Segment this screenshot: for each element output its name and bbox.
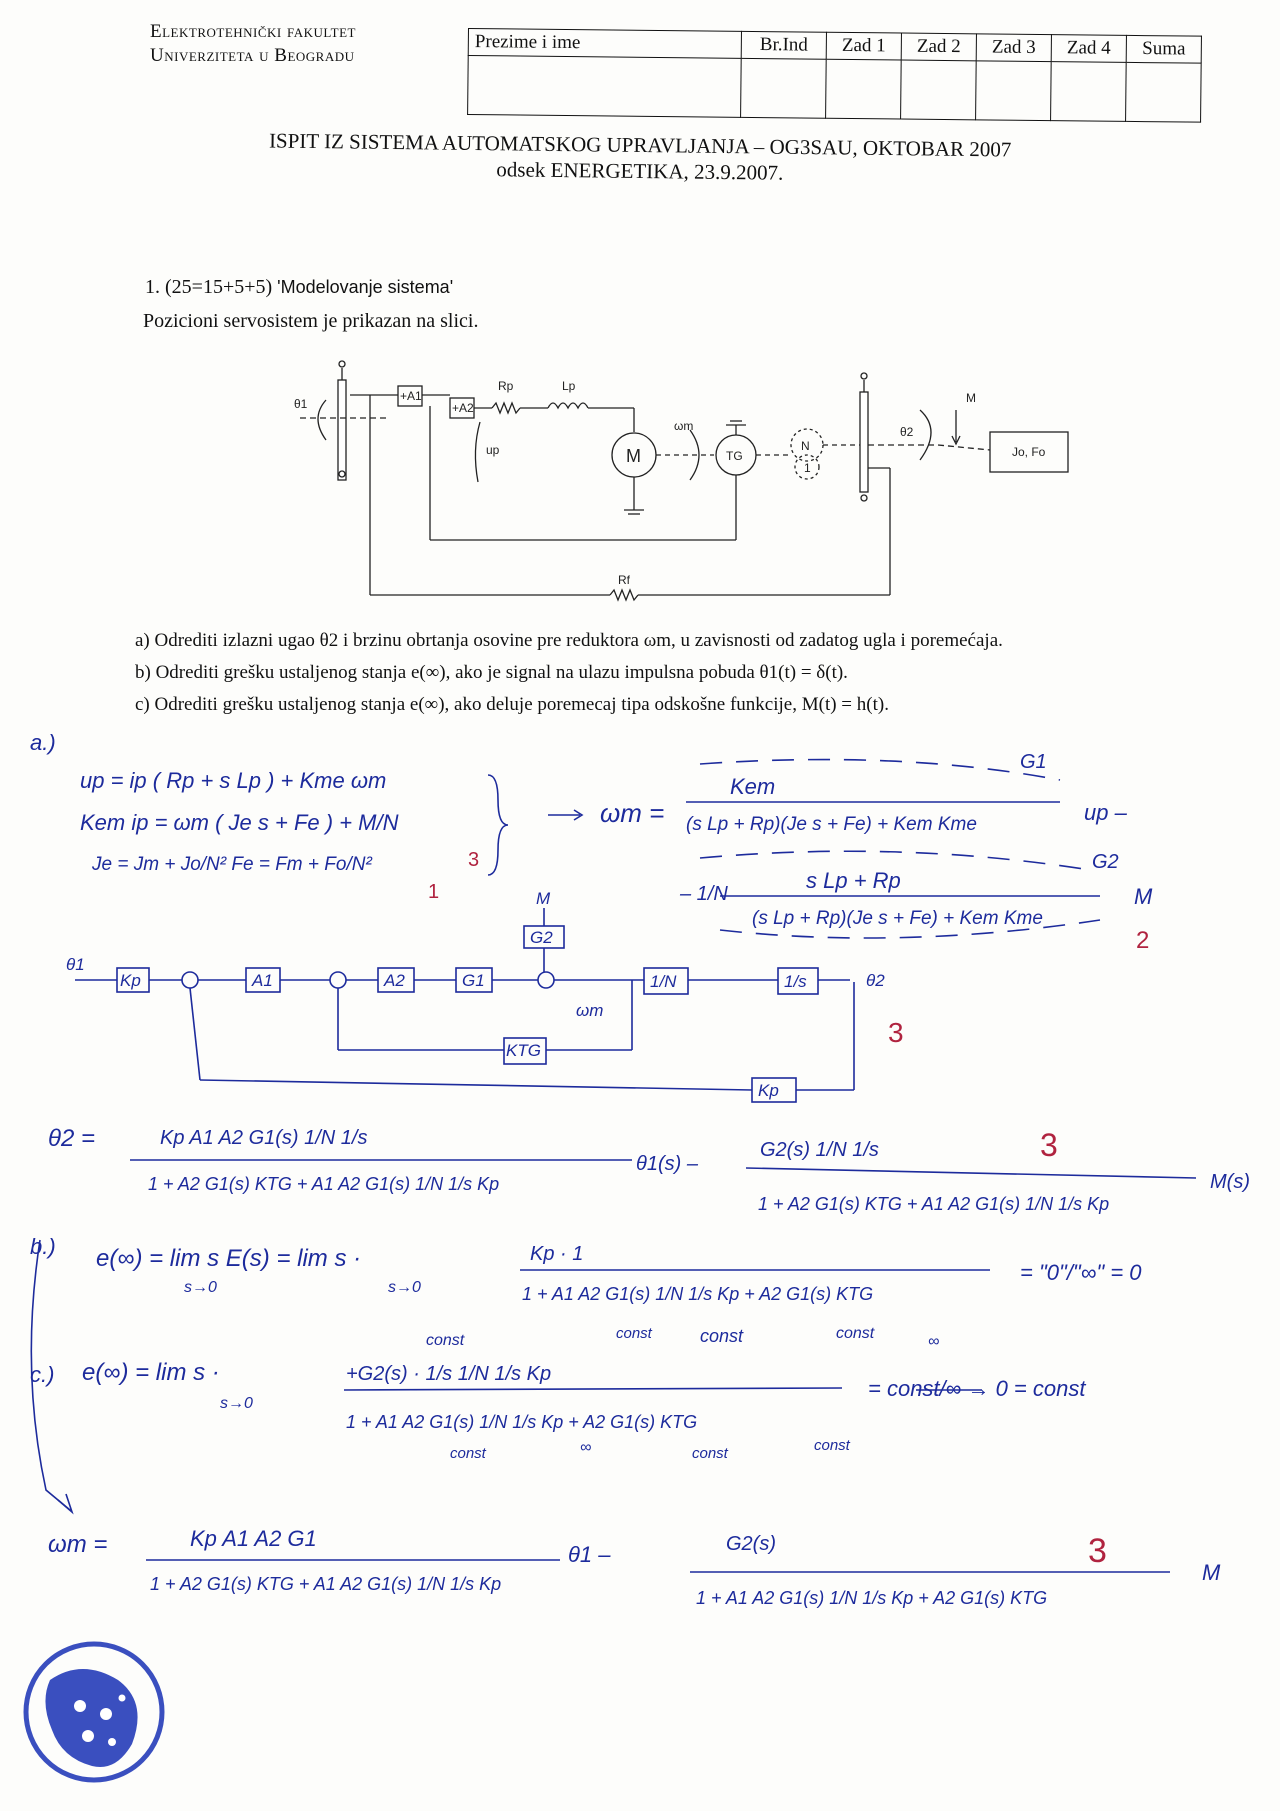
hw-b-lhs: e(∞) = lim s E(s) = lim s · [96,1245,362,1272]
score-2: 2 [1136,927,1150,954]
hw-wm2-mid: θ1 – [568,1542,611,1567]
hw-eq2: Kem ip = ωm ( Je s + Fe ) + M/N [80,810,399,835]
th-zad1: Zad 1 [826,32,901,60]
th-zad2: Zad 2 [901,33,976,61]
cell-name [468,56,742,118]
hw-block-g1: G1 [462,971,485,990]
score-1: 1 [428,881,440,903]
hw-block-g2: G2 [530,928,553,947]
cell-index [741,58,827,118]
servo-circuit-diagram [280,350,1080,610]
label-theta1: θ1 [294,397,308,411]
label-one: 1 [804,461,811,475]
hw-wm2-tail: M [1202,1560,1221,1585]
label-rf: Rf [618,573,630,587]
label-up: up [486,443,500,457]
label-m: M [966,391,976,405]
score-3-c: 3 [1040,1127,1058,1163]
hw-theta2-num1: Kp A1 A2 G1(s) 1/N 1/s [160,1127,368,1149]
score-3-d: 3 [1088,1532,1107,1570]
hw-c-lhs: e(∞) = lim s · [82,1359,220,1386]
label-a1: +A1 [400,389,422,403]
label-omega-m: ωm [674,419,694,433]
th-suma: Suma [1126,35,1201,63]
label-n: N [801,439,810,453]
hw-g2-den: (s Lp + Rp)(Je s + Fe) + Kem Kme [752,908,1043,929]
hw-c-sub: s→0 [220,1395,253,1412]
score-3-b: 3 [888,1017,904,1048]
cell-zad4 [1051,62,1127,122]
hw-g2-prefix: – 1/N [680,883,728,905]
hw-g1-num: Kem [730,774,776,799]
hw-g1-den: (s Lp + Rp)(Je s + Fe) + Kem Kme [686,814,977,835]
hw-b-result: = "0"/"∞" = 0 [1020,1260,1142,1285]
hw-part-b-label: b.) [30,1234,56,1259]
theta1-arrow [318,400,326,440]
problem-number: 1. (25=15+5+5) [145,276,273,298]
hw-g2-num: s Lp + Rp [806,868,901,893]
hw-part-c-label: c.) [30,1362,55,1387]
institution [150,20,356,68]
label-tg: TG [726,449,743,463]
hw-c-den: 1 + A1 A2 G1(s) 1/N 1/s Kp + A2 G1(s) KTG [346,1412,698,1432]
sum-node-2 [330,972,346,988]
hw-block-invn: 1/N [650,972,677,991]
hw-wm2-den1: 1 + A2 G1(s) KTG + A1 A2 G1(s) 1/N 1/s Kp [150,1574,502,1594]
hw-block-m: M [536,889,551,908]
inductor-lp [548,403,588,408]
cell-zad1 [826,59,902,119]
hw-c-num-note: const [426,1332,465,1349]
question-c: c) Odrediti grešku ustaljenog stanja e(∞), ako deluje poremecaj tipa odskošne funkcije, M(t) = h(t). [135,694,889,715]
question-b: b) Odrediti grešku ustaljenog stanja e(∞), ako je signal na ulazu impulsna pobuda θ1(t) = δ(t). [135,662,848,683]
hw-c-note-2: ∞ [580,1439,592,1456]
hw-block-kp: Kp [120,971,141,990]
pot-terminal-top [339,361,345,367]
cell-zad3 [976,61,1052,121]
th-zad3: Zad 3 [976,34,1051,62]
hw-g1-tail: up – [1084,800,1127,825]
problem-intro: Pozicioni servosistem je prikazan na slici. [143,310,479,332]
watermark-logo [22,1640,167,1785]
hw-wm2-den2: 1 + A1 A2 G1(s) 1/N 1/s Kp + A2 G1(s) KTG [696,1588,1048,1608]
sum-node-1 [182,972,198,988]
hw-c-note-1: const [450,1445,486,1462]
hw-theta2-tail: M(s) [1210,1171,1250,1193]
hw-wm-lhs: ωm = [600,798,665,828]
label-a2: +A2 [452,401,474,415]
hw-block-ktg: KTG [506,1041,541,1060]
hw-theta2-lhs: θ2 = [48,1125,96,1152]
student-info-table [467,28,1202,123]
hw-b-note-1: const [616,1325,652,1342]
hw-c-note-3: const [692,1445,728,1462]
hw-block-invs: 1/s [784,972,807,991]
hw-b-sub1: s→0 [184,1279,217,1296]
system-brace [488,775,508,875]
sum-node-3 [538,972,554,988]
hw-eq1: up = ip ( Rp + s Lp ) + Kme ωm [80,768,387,793]
hw-wm2-num2: G2(s) [726,1533,776,1555]
hw-theta2-den2: 1 + A2 G1(s) KTG + A1 A2 G1(s) 1/N 1/s Kp [758,1194,1110,1214]
hw-b-note-2: const [700,1326,744,1346]
hw-wm2-lhs: ωm = [48,1531,108,1558]
label-rp: Rp [498,379,514,393]
hw-b-note-4: ∞ [928,1333,940,1350]
hw-wm2-num1: Kp A1 A2 G1 [190,1526,317,1551]
exam-title [0,124,1280,192]
output-potentiometer [860,392,868,492]
resistor-rf [610,590,638,600]
hw-c-note-4: const [814,1437,850,1454]
hw-b-sub2: s→0 [388,1279,421,1296]
th-zad4: Zad 4 [1051,35,1126,63]
th-index: Br.Ind [741,31,826,59]
hw-b-den: 1 + A1 A2 G1(s) 1/N 1/s Kp + A2 G1(s) KTG [522,1284,874,1304]
hw-block-a2: A2 [384,971,405,990]
hw-b-num: Kp · 1 [530,1243,584,1265]
exam-title-line-2: odsek ENERGETIKA, 23.9.2007. [496,157,784,185]
hw-block-theta1: θ1 [66,955,85,974]
hw-c-result: = const/∞ → 0 = const [868,1376,1086,1401]
problem-heading [145,276,453,299]
hw-g2-tail: M [1134,884,1153,909]
hw-block-wm: ωm [576,1001,604,1020]
cell-zad2 [901,60,977,120]
label-theta2: θ2 [900,425,914,439]
institution-line-1: Elektrotehnički fakultet [150,21,357,42]
hw-c-num: +G2(s) · 1/s 1/N 1/s Kp [346,1363,552,1385]
theta2-arrow [920,410,931,460]
cell-suma [1126,62,1202,122]
question-a: a) Odrediti izlazni ugao θ2 i brzinu obrtanja osovine pre reduktora ωm, u zavisnosti od zadatog ugla i poremećaja. [135,630,1003,651]
label-lp: Lp [562,379,576,393]
exam-title-line-1: ISPIT IZ SISTEMA AUTOMATSKOG UPRAVLJANJA – OG3SAU, OKTOBAR 2007 [268,128,1012,162]
score-3-a: 3 [468,849,480,871]
hw-eq3: Je = Jm + Jo/N² Fe = Fm + Fo/N² [92,854,372,875]
th-name: Prezime i ime [468,29,741,59]
label-motor: M [626,446,641,466]
hw-block-theta2: θ2 [866,971,885,990]
institution-line-2: Univerziteta u Beogradu [150,45,355,66]
hw-block-a1: A1 [252,971,273,990]
problem-name: 'Modelovanje sistema' [277,277,454,297]
up-arrow [475,422,480,482]
hw-g2-label: G2 [1092,851,1119,873]
hw-theta2-mid: θ1(s) – [636,1153,698,1175]
block-diagram [75,908,854,1102]
hw-part-a-label: a.) [30,730,56,755]
label-load: Jo, Fo [1012,445,1046,459]
hw-block-kp2: Kp [758,1081,779,1100]
hw-g1-label: G1 [1020,751,1047,773]
input-potentiometer [338,380,346,480]
hw-theta2-den1: 1 + A2 G1(s) KTG + A1 A2 G1(s) 1/N 1/s Kp [148,1174,500,1194]
hw-theta2-num2: G2(s) 1/N 1/s [760,1139,879,1161]
handwritten-solution [0,720,1280,1811]
resistor-rp [492,403,520,413]
hw-b-note-3: const [836,1325,875,1342]
